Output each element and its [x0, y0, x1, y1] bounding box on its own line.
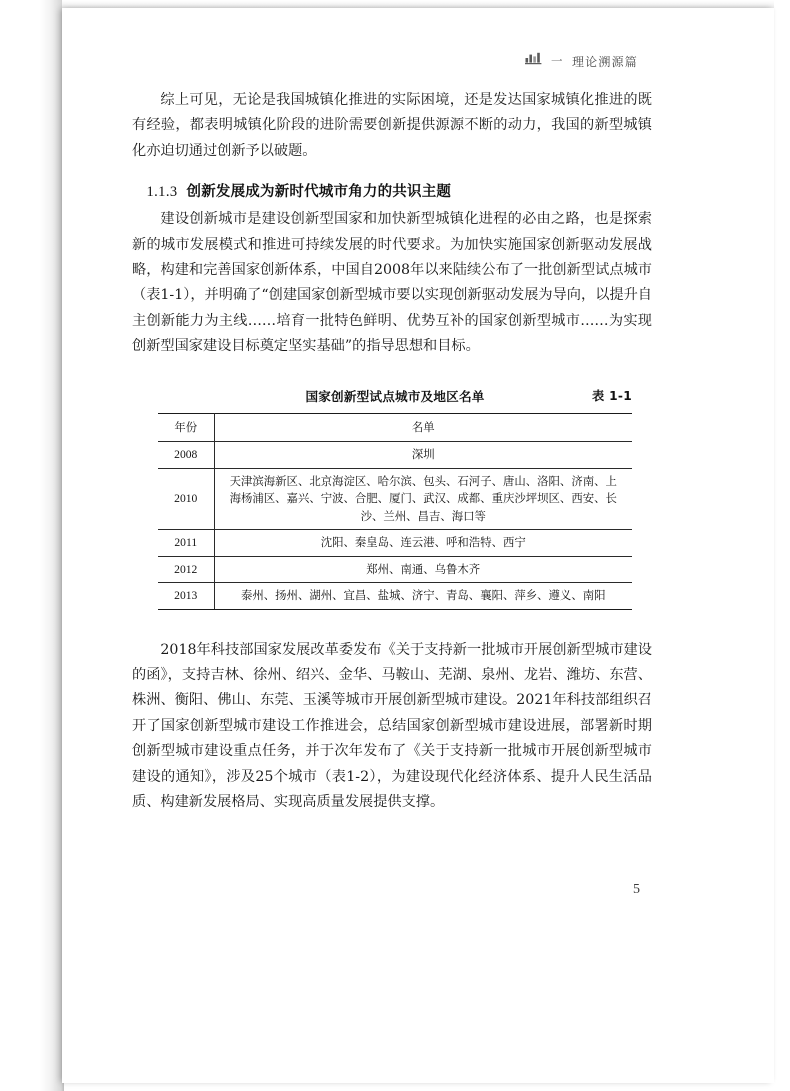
- running-head-title: 理论溯源篇: [571, 54, 638, 69]
- cell-names: 郑州、南通、乌鲁木齐: [214, 556, 632, 583]
- paragraph-body-2: 2018年科技部国家发展改革委发布《关于支持新一批城市开展创新型城市建设的函》，支持吉林、徐州、绍兴、金华、马鞍山、芜湖、泉州、龙岩、潍坊、东营、株洲、衡阳、佛山、东莞、玉溪等城市开展创新型城市建设。2021年科技部组织召开了国家创新型城市建设工作推进会，总结国家创新型城市建设进展，部署新时期创新型城市建设重点任务，并于次年发布了《关于支持新一批城市开展创新型城市建设的通知》，涉及25个城市（表1-2），为建设现代化经济体系、提升人民生活品质、构建新发展格局、实现高质量发展提供支撑。: [132, 641, 652, 811]
- table-row: [158, 583, 632, 610]
- page-number: 5: [633, 882, 640, 897]
- paragraph-body-1: 建设创新城市是建设创新型国家和加快新型城镇化进程的必由之路，也是探索新的城市发展模式和推进可持续发展的时代要求。为加快实施国家创新驱动发展战略，构建和完善国家创新体系，中国自2008年以来陆续公布了一批创新型试点城市（表1-1），并明确了“创建国家创新型城市要以实现创新驱动发展为导向，以提升自主创新能力为主线……培育一批特色鲜明、优势互补的国家创新型城市……为实现创新型国家建设目标奠定坚实基础”的指导思想和目标。: [132, 211, 652, 355]
- cell-names: 沈阳、秦皇岛、连云港、呼和浩特、西宁: [214, 530, 632, 557]
- table-header-row: [158, 413, 632, 442]
- section-heading: [132, 180, 652, 201]
- cell-year: 2011: [158, 530, 214, 557]
- table-label: 表 1-1: [592, 388, 632, 403]
- table-row: [158, 530, 632, 557]
- table-body: [158, 442, 632, 610]
- section-number: 1.1.3: [146, 184, 178, 201]
- cell-names: 泰州、扬州、湖州、宜昌、盐城、济宁、青岛、襄阳、萍乡、遵义、南阳: [214, 583, 632, 610]
- cell-names: 天津滨海新区、北京海淀区、哈尔滨、包头、石河子、唐山、洛阳、济南、上海杨浦区、嘉兴、宁波、合肥、厦门、武汉、成都、重庆沙坪坝区、西安、长沙、兰州、昌吉、海口等: [214, 468, 632, 530]
- table-row: [158, 442, 632, 469]
- cell-year: 2013: [158, 583, 214, 610]
- table-caption: [158, 386, 632, 408]
- table-title: 国家创新型试点城市及地区名单: [305, 388, 485, 404]
- table-block: [158, 386, 632, 610]
- running-head-part-number: 一: [550, 56, 563, 68]
- running-head: [132, 48, 652, 74]
- cell-year: 2012: [158, 556, 214, 583]
- table-header: [158, 413, 632, 442]
- page-left-edge-shadow: [40, 0, 64, 1091]
- table-row: [158, 468, 632, 530]
- table-row: [158, 556, 632, 583]
- cell-year: 2010: [158, 468, 214, 530]
- column-header-names: 名单: [214, 413, 632, 442]
- page-content: [132, 48, 652, 816]
- pilot-cities-table: [158, 413, 632, 610]
- cell-names: 深圳: [214, 442, 632, 469]
- bar-chart-icon: [525, 52, 542, 70]
- section-title: 创新发展成为新时代城市角力的共识主题: [186, 184, 452, 201]
- cell-year: 2008: [158, 442, 214, 469]
- column-header-year: 年份: [158, 413, 214, 442]
- paragraph-intro: 综上可见，无论是我国城镇化推进的实际困境，还是发达国家城镇化推进的既有经验，都表明城镇化阶段的进阶需要创新提供源源不断的动力，我国的新型城镇化亦迫切通过创新予以破题。: [132, 92, 652, 159]
